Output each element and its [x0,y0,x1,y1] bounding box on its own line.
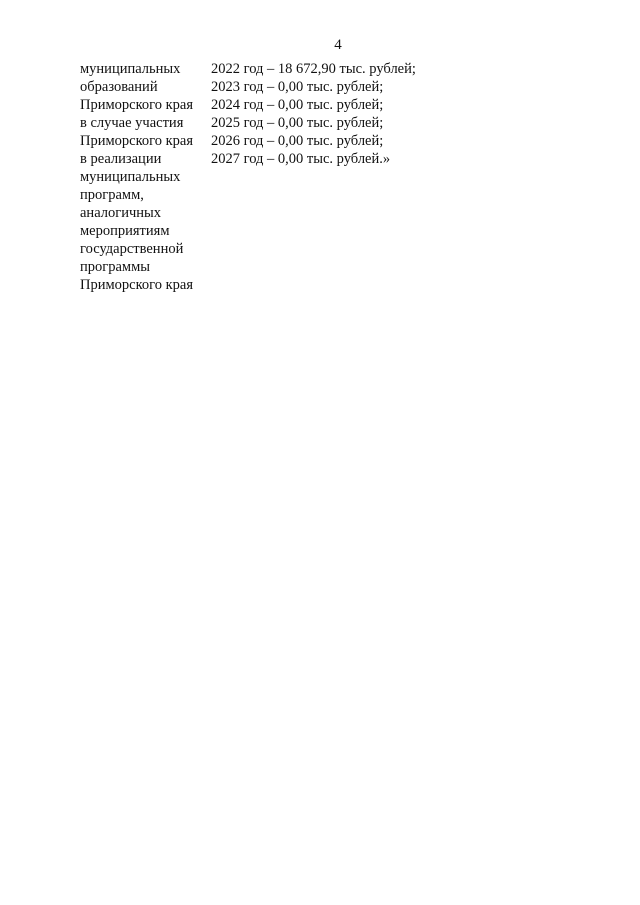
label-line: мероприятиям [80,223,170,239]
year-funding-line: 2026 год – 0,00 тыс. рублей; [211,133,384,149]
label-line: аналогичных [80,205,161,221]
year-funding-line: 2025 год – 0,00 тыс. рублей; [211,115,384,131]
label-line: Приморского края [80,97,194,113]
year-funding-line: 2023 год – 0,00 тыс. рублей; [211,79,384,95]
label-line: Приморского края [80,133,194,149]
year-funding-line: 2024 год – 0,00 тыс. рублей; [211,97,384,113]
funding-source-label [80,60,208,294]
label-line: Приморского края [80,277,194,293]
label-line: в реализации [80,151,162,167]
label-line: в случае участия [80,115,184,131]
label-line: образований [80,79,158,95]
label-line: государственной [80,241,184,257]
page-number: 4 [334,37,342,53]
label-line: муниципальных [80,61,181,77]
label-line: муниципальных [80,169,181,185]
year-funding-line: 2027 год – 0,00 тыс. рублей.» [211,151,391,167]
label-line: программы [80,259,150,275]
label-line: программ, [80,187,144,203]
funding-by-year [211,60,541,168]
year-funding-line: 2022 год – 18 672,90 тыс. рублей; [211,61,416,77]
